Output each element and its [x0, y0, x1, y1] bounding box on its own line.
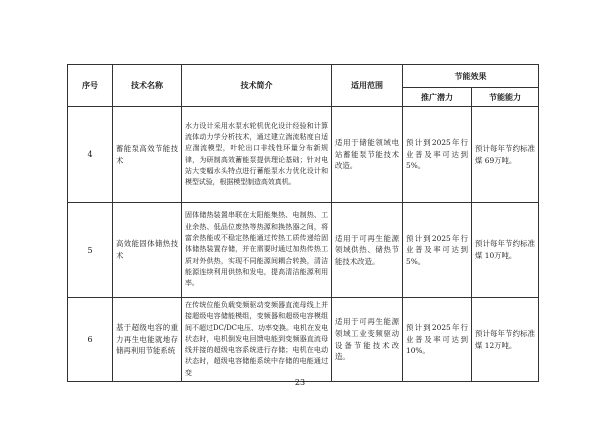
- tech-intro: 固体储热装置串联在太阳能集热、电制热、工业余热、低品位废热等热源和换热器之间，将富余热能或不稳定热能通过传热工质传递给固体储热装置存储，并在需要时通过加热传热工质对外供热，实现不同能源间耦合转换，清洁能源连续利用供热和发电，提高清洁能源利用率。: [185, 211, 328, 288]
- header-saving-capacity: 节能能力: [472, 88, 539, 107]
- saving-capacity: 预计每年节约标准煤 12万吨。: [475, 328, 535, 350]
- scope: 适用于可再生能源领域工业变频驱动设备节能技术改造。: [335, 317, 399, 362]
- row-index: 5: [68, 203, 113, 298]
- saving-capacity: 预计每年节约标准煤 69万吨。: [475, 143, 535, 165]
- promotion-potential: 预计到2025年行业普及率可达到10%。: [406, 323, 468, 356]
- energy-saving-tech-table: [67, 64, 539, 382]
- tech-name: 高效能固体储热技术: [116, 239, 178, 260]
- tech-intro: 在传统位能负载变频驱动变频器直流母线上并接超级电容储能模组，变频器和超级电容模组间不超过DC/DC电压、功率变换。电机在发电状态时，电机倒发电回馈电能到变频器直流母线并接的超级电容系统进行存储；电机在电动状态时，超级电容储能系统中存储的电能通过变: [185, 300, 328, 377]
- header-index: 序号: [68, 65, 113, 107]
- table-row: [68, 107, 539, 203]
- saving-capacity: 预计每年节约标准煤 10万吨。: [475, 239, 535, 260]
- promotion-potential: 预计到2025年行业普及率可达到5%。: [406, 233, 468, 266]
- promotion-potential: 预计到2025年行业普及率可达到5%。: [406, 138, 468, 171]
- row-index: 4: [68, 107, 113, 203]
- scope: 适用于储能领域电站蓄能泵节能技术改造。: [335, 138, 399, 171]
- tech-name: 蓄能泵高效节能技术: [116, 143, 178, 165]
- header-scope: 适用范围: [332, 65, 403, 107]
- header-tech-intro: 技术简介: [182, 65, 332, 107]
- header-energy-effect: 节能效果: [403, 65, 539, 88]
- row-index: 6: [68, 298, 113, 382]
- header-tech-name: 技术名称: [113, 65, 182, 107]
- scope: 适用于可再生能源领域供热、储热节能技术改造。: [335, 233, 399, 266]
- tech-intro: 水力设计采用水泵水轮机优化设计经验和计算流体动力学分析技术，通过建立湍流粘度自适应湍流模型，叶轮出口非线性环量分布新规律，为研制高效蓄能泵提供理论基础；针对电站大变幅水头特点进行蓄能泵水力优化设计和模型试验，根据模型制造高效真机。: [185, 121, 328, 187]
- table-row: [68, 298, 539, 382]
- table-row: [68, 203, 539, 298]
- header-promotion-potential: 推广潜力: [403, 88, 472, 107]
- tech-name: 基于超级电容的重力再生电能就地存储再利用节能系统: [116, 323, 178, 356]
- page-number: 23: [294, 378, 306, 387]
